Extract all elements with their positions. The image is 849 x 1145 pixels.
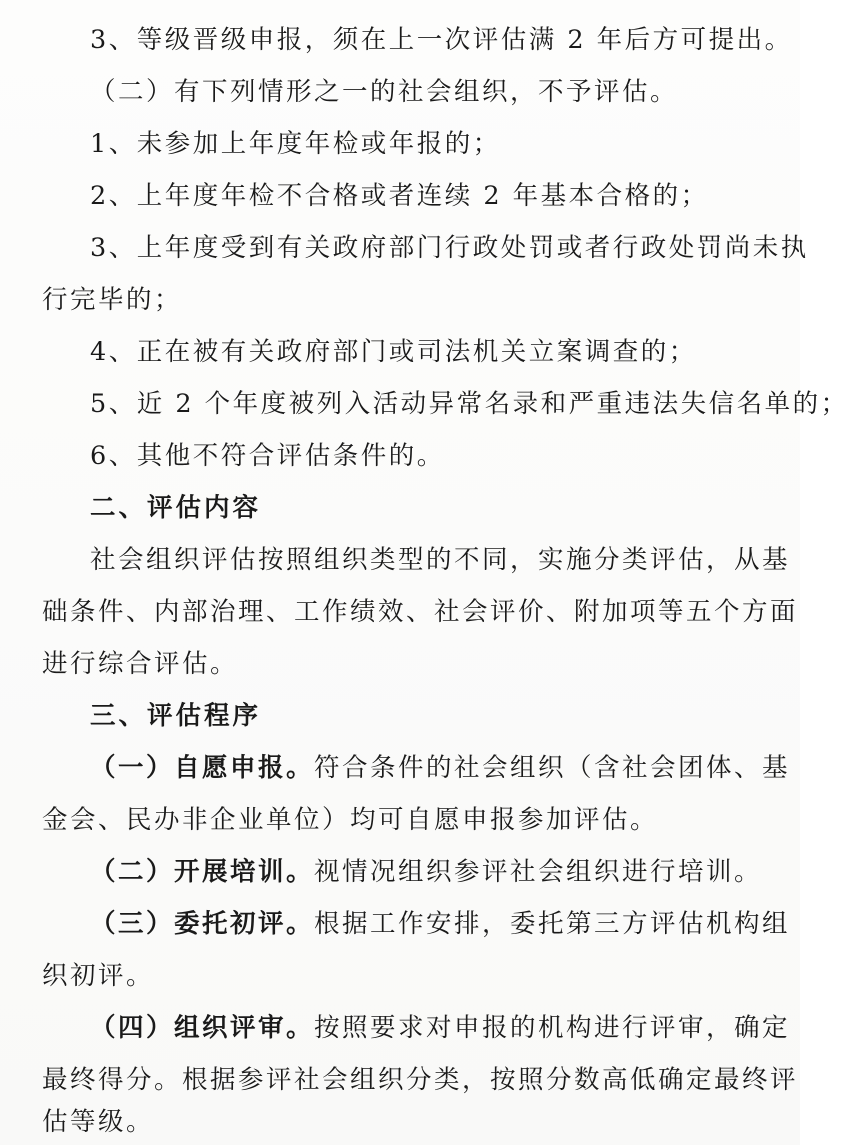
text-line-procedure-3 (90, 906, 791, 942)
text-line-procedure-1-cont: 金会、民办非企业单位）均可自愿申报参加评估。 (42, 805, 659, 835)
procedure-2-title: （二）开展培训。 (90, 857, 315, 887)
procedure-3-text: 根据工作安排，委托第三方评估机构组 (314, 909, 791, 939)
text-line-procedure-4 (90, 1010, 791, 1046)
text-line-excluded-5: 5、近 2 个年度被列入活动异常名录和严重违法失信名单的； (90, 389, 849, 419)
procedure-4-title: （四）组织评审。 (90, 1013, 315, 1043)
text-line-content-para-1: 社会组织评估按照组织类型的不同，实施分类评估，从基 (90, 545, 791, 575)
text-line-excluded-6: 6、其他不符合评估条件的。 (90, 441, 445, 471)
procedure-1-title: （一）自愿申报。 (90, 753, 315, 783)
text-line-subheading-excluded-cases: （二）有下列情形之一的社会组织，不予评估。 (90, 77, 679, 107)
text-line-item-3-application-interval: 3、等级晋级申报，须在上一次评估满 2 年后方可提出。 (90, 25, 793, 55)
text-line-procedure-3-cont: 织初评。 (42, 961, 155, 991)
text-line-excluded-3-part2: 行完毕的； (42, 285, 183, 315)
procedure-3-title: （三）委托初评。 (90, 909, 315, 939)
text-line-procedure-4-cont-1: 最终得分。根据参评社会组织分类，按照分数高低确定最终评 (42, 1065, 799, 1095)
section-heading-evaluation-content: 二、评估内容 (90, 493, 262, 523)
section-heading-evaluation-procedure: 三、评估程序 (90, 701, 262, 731)
text-line-content-para-3: 进行综合评估。 (42, 649, 239, 679)
text-line-content-para-2: 础条件、内部治理、工作绩效、社会评价、附加项等五个方面 (42, 597, 799, 627)
text-line-procedure-2 (90, 854, 772, 890)
text-line-excluded-4: 4、正在被有关政府部门或司法机关立案调查的； (90, 337, 697, 367)
text-line-excluded-2: 2、上年度年检不合格或者连续 2 年基本合格的； (90, 181, 709, 211)
text-line-excluded-3-part1: 3、上年度受到有关政府部门行政处罚或者行政处罚尚未执 (90, 233, 809, 263)
procedure-2-text: 视情况组织参评社会组织进行培训。 (314, 857, 763, 887)
procedure-1-text: 符合条件的社会组织（含社会团体、基 (314, 753, 791, 783)
text-line-excluded-1: 1、未参加上年度年检或年报的； (90, 129, 501, 159)
text-line-procedure-1 (90, 750, 791, 786)
procedure-4-text: 按照要求对申报的机构进行评审，确定 (314, 1013, 791, 1043)
text-line-procedure-4-cont-2: 估等级。 (42, 1107, 155, 1137)
